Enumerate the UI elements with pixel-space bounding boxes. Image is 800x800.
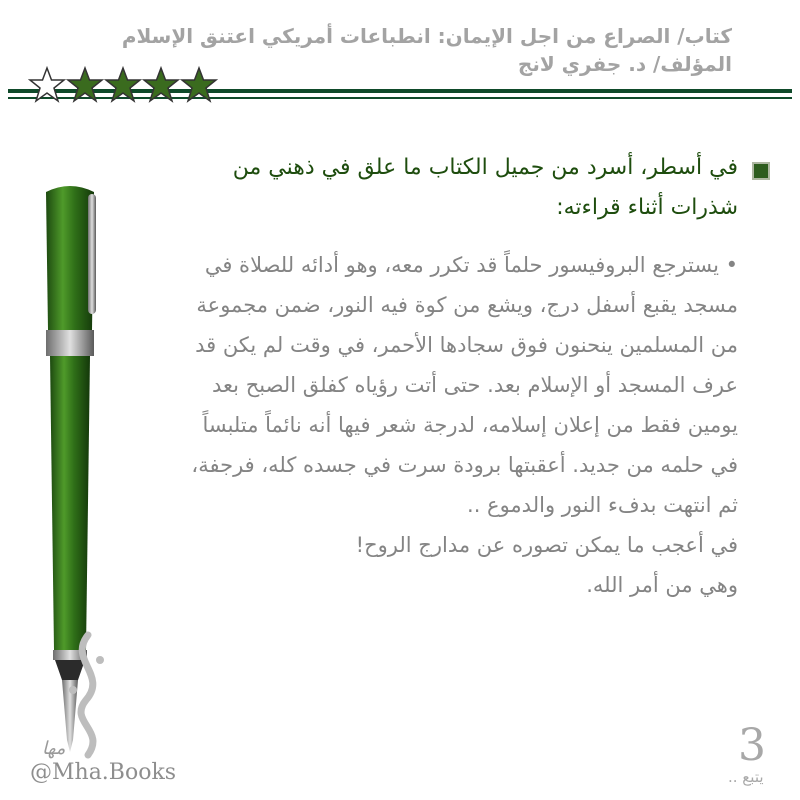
star-empty-icon	[28, 66, 66, 104]
square-bullet-icon	[752, 162, 770, 180]
continues-label: يتبع ..	[728, 768, 764, 786]
intro-text: في أسطر، أسرد من جميل الكتاب ما علق في ذهني من شذرات أثناء قراءته:	[232, 155, 738, 220]
quote-paragraph: • يسترجع البروفيسور حلماً قد تكرر معه، وهو أدائه للصلاة في مسجد يقبع أسفل درج، ويشع من كوة فيه النور، ضمن مجموعة من المسلمين ينحنون فوق سجادها الأحمر، في وقت لم يكن قد عرف المسجد أو الإسلام بعد. حتى أتت رؤياه كفلق الصبح بعد يومين فقط من إعلان إسلامه، لدرجة شعر فيها أنه نائماً متلبساً في حلمه من جديد. أعقبتها برودة سرت في جسده كله، فرجفة، ثم انتهت بدفء النور والدموع ..	[191, 253, 738, 517]
star-rating	[28, 66, 218, 104]
page-number: 3	[738, 720, 766, 771]
quote-line-3: وهي من أمر الله.	[586, 573, 738, 597]
social-handle: @Mha.Books	[30, 760, 177, 785]
star-filled-icon	[142, 66, 180, 104]
author-line: المؤلف/ د. جفري لانج	[517, 52, 732, 76]
quote-line-2: في أعجب ما يمكن تصوره عن مدارج الروح!	[355, 533, 738, 557]
book-title-line: كتاب/ الصراع من اجل الإيمان: انطباعات أمريكي اعتنق الإسلام	[121, 24, 732, 48]
brand-logo	[58, 630, 118, 760]
quote-body	[178, 245, 738, 605]
star-filled-icon	[180, 66, 218, 104]
star-filled-icon	[104, 66, 142, 104]
signature: مها	[42, 738, 66, 759]
star-filled-icon	[66, 66, 104, 104]
